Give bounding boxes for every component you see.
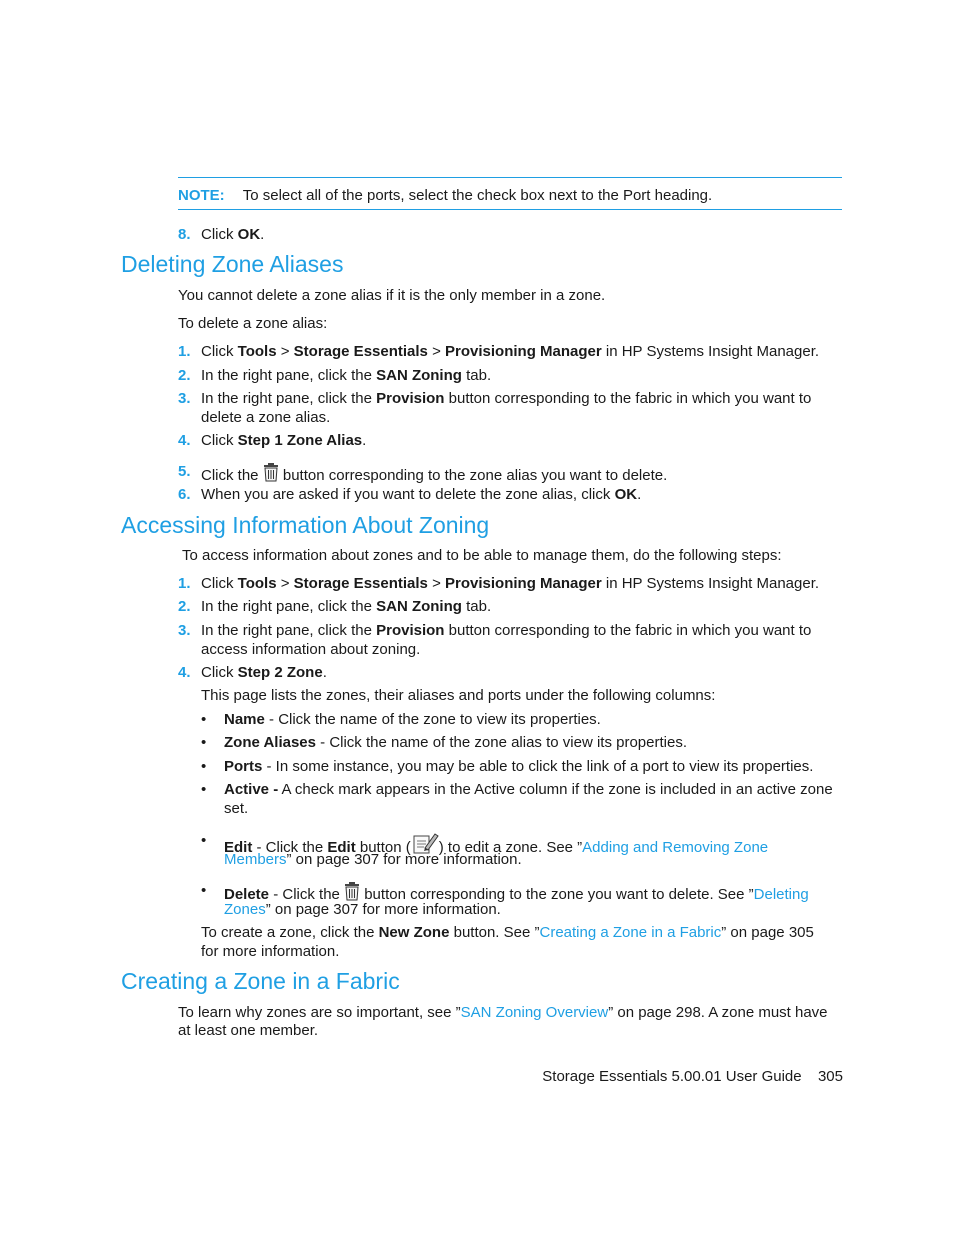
footer-guide-title: Storage Essentials 5.00.01 User Guide (542, 1068, 802, 1085)
bullet-text-continued (224, 851, 522, 868)
step-number: 1. (178, 343, 191, 360)
bullet-text: - Click the (269, 886, 345, 903)
bullet-text: - In some instance, you may be able to click the link of a port to view its properties. (262, 758, 814, 775)
step-bold: Storage Essentials (293, 575, 428, 592)
step-text-part: In the right pane, click the (201, 598, 377, 615)
step-number: 6. (178, 486, 191, 503)
step-text-part: In the right pane, click the (201, 622, 377, 639)
step-text-part: When you are asked if you want to delete the zone alias, click (201, 486, 615, 503)
bullet-text: button ( (355, 839, 411, 856)
bullet: • (201, 711, 207, 728)
bullet-bold: Edit (224, 839, 253, 856)
paragraph: To access information about zones and to be able to manage them, do the following steps: (182, 547, 782, 564)
step-number: 3. (178, 622, 191, 639)
step-bold-ok: OK (237, 226, 261, 243)
step-text-continued: delete a zone alias. (201, 409, 331, 426)
paragraph-text: To learn why zones are so important, see ” (178, 1004, 461, 1021)
note-text: To select all of the ports, select the check box next to the Port heading. (242, 187, 713, 204)
step-text-part: . (260, 226, 265, 243)
step-text (201, 486, 641, 503)
step-text-part: in HP Systems Insight Manager. (601, 343, 820, 360)
step-text-part: button corresponding to the fabric in which you want to (444, 390, 812, 407)
bullet-text: button corresponding to the zone you want to delete. See ” (360, 886, 754, 903)
bullet-text: ) to edit a zone. See ” (438, 839, 583, 856)
trash-icon (263, 463, 279, 486)
closing-text: ” on page 305 (721, 924, 814, 941)
bullet-text: - Click the name of the zone alias to view its properties. (315, 734, 687, 751)
closing-text: To create a zone, click the (201, 924, 379, 941)
step-text-part: In the right pane, click the (201, 390, 377, 407)
closing-bold: New Zone (378, 924, 450, 941)
bullet-text-continued (224, 901, 501, 918)
link-creating-zone-in-fabric[interactable]: Creating a Zone in a Fabric (539, 924, 722, 941)
step-text-part: Click the (201, 467, 263, 484)
step-text (201, 463, 667, 486)
link-deleting-zones-cont[interactable]: Zones (224, 901, 266, 918)
step-text-part: > (427, 575, 446, 592)
paragraph-continued: at least one member. (178, 1022, 319, 1039)
bullet-bold: Active - (224, 781, 279, 798)
bullet: • (201, 734, 207, 751)
step-text-part: . (362, 432, 367, 449)
step-text-part: tab. (461, 598, 492, 615)
step-text-part: > (427, 343, 446, 360)
closing-paragraph (201, 924, 814, 941)
bullet-bold: Name (224, 711, 265, 728)
step-bold: SAN Zoning (376, 598, 462, 615)
step-number: 2. (178, 367, 191, 384)
step-text-part: tab. (461, 367, 492, 384)
step-text-part: button corresponding to the zone alias you want to delete. (278, 467, 668, 484)
paragraph (178, 1004, 828, 1021)
bullet-item-name (224, 711, 601, 728)
step-text (201, 575, 819, 592)
link-adding-removing-zone[interactable]: Adding and Removing Zone (582, 839, 769, 856)
step-text-part: in HP Systems Insight Manager. (601, 575, 820, 592)
step-text (201, 598, 491, 615)
bullet-bold: Delete (224, 886, 270, 903)
step-text (201, 432, 366, 449)
note-top-rule (178, 177, 842, 178)
step-bold: Storage Essentials (293, 343, 428, 360)
step-bold: SAN Zoning (376, 367, 462, 384)
bullet-bold: Zone Aliases (224, 734, 316, 751)
footer (542, 1068, 843, 1085)
bullet: • (201, 758, 207, 775)
step-number: 4. (178, 664, 191, 681)
note-label: NOTE: (178, 187, 225, 204)
section-title-accessing-information: Accessing Information About Zoning (121, 512, 490, 538)
link-deleting-zones[interactable]: Deleting (753, 886, 809, 903)
bullet-item-zone-aliases (224, 734, 687, 751)
bullet: • (201, 781, 207, 798)
step-text (201, 622, 811, 639)
step-text-part: > (276, 575, 294, 592)
step-text-part: Click (201, 575, 238, 592)
step-bold: Tools (237, 343, 277, 360)
section-title-deleting-zone-aliases: Deleting Zone Aliases (121, 251, 344, 277)
closing-paragraph-continued: for more information. (201, 943, 340, 960)
bullet-item-active (224, 781, 833, 798)
step-bold: Tools (237, 575, 277, 592)
step-number: 2. (178, 598, 191, 615)
step-number: 5. (178, 463, 191, 480)
step-text (201, 664, 327, 681)
step-bold: Provisioning Manager (445, 343, 602, 360)
paragraph: You cannot delete a zone alias if it is the only member in a zone. (178, 287, 606, 304)
step-bold: Provision (376, 390, 445, 407)
paragraph: To delete a zone alias: (178, 315, 328, 332)
bullet-text: A check mark appears in the Active column if the zone is included in an active zone (278, 781, 833, 798)
step-text-part: button corresponding to the fabric in which you want to (444, 622, 812, 639)
step-text (201, 390, 811, 407)
step-text-continued: access information about zoning. (201, 641, 421, 658)
step-bold: Step 2 Zone (237, 664, 323, 681)
step-bold: Provision (376, 622, 445, 639)
bullet-text: ” on page 307 for more information. (286, 851, 522, 868)
step-bold: Step 1 Zone Alias (237, 432, 363, 449)
step-text-part: Click (201, 432, 238, 449)
step-text (201, 226, 264, 243)
step-text-part: . (637, 486, 642, 503)
closing-text: button. See ” (449, 924, 540, 941)
step-text-part: . (322, 664, 327, 681)
step-number: 3. (178, 390, 191, 407)
step-text (201, 343, 819, 360)
page-number: 305 (817, 1068, 843, 1085)
note (178, 187, 712, 204)
bullet-item-ports (224, 758, 813, 775)
step-text-part: Click (201, 226, 238, 243)
bullet-text: ” on page 307 for more information. (265, 901, 501, 918)
bullet-text: - Click the (252, 839, 328, 856)
section-title-creating-zone: Creating a Zone in a Fabric (121, 968, 400, 994)
list-intro: This page lists the zones, their aliases and ports under the following columns: (201, 687, 716, 704)
link-adding-removing-zone-members[interactable]: Members (224, 851, 287, 868)
bullet-text: - Click the name of the zone to view its properties. (264, 711, 601, 728)
link-san-zoning-overview[interactable]: SAN Zoning Overview (460, 1004, 609, 1021)
step-text (201, 367, 491, 384)
step-number: 4. (178, 432, 191, 449)
note-bottom-rule (178, 209, 842, 210)
bullet-bold: Ports (224, 758, 263, 775)
step-text-part: In the right pane, click the (201, 367, 377, 384)
step-number: 8. (178, 226, 191, 243)
step-bold: OK (614, 486, 638, 503)
step-bold: Provisioning Manager (445, 575, 602, 592)
paragraph-text: ” on page 298. A zone must have (608, 1004, 828, 1021)
step-text-part: Click (201, 664, 238, 681)
step-text-part: > (276, 343, 294, 360)
step-number: 1. (178, 575, 191, 592)
bullet: • (201, 832, 207, 849)
bullet: • (201, 882, 207, 899)
step-text-part: Click (201, 343, 238, 360)
bullet-text-continued: set. (224, 800, 249, 817)
bullet-bold: Edit (327, 839, 356, 856)
